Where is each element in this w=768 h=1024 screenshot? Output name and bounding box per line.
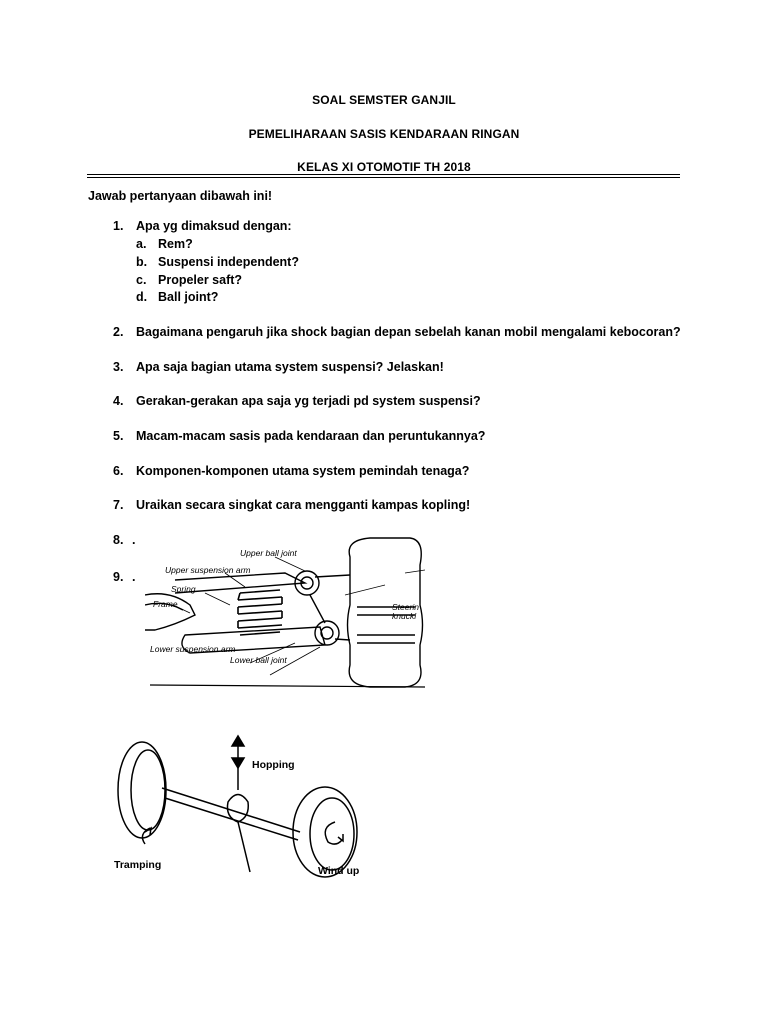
- question-number: 2.: [113, 325, 124, 339]
- suspension-diagram: [145, 535, 425, 690]
- title-line-3: KELAS XI OTOMOTIF TH 2018: [297, 160, 471, 174]
- label-tramping: Tramping: [114, 859, 162, 871]
- question-number: 1.: [113, 219, 124, 233]
- header-rule-top: [87, 174, 680, 175]
- header-rule-bottom: [87, 177, 680, 178]
- question-number: 9.: [113, 570, 124, 584]
- title-line-2: PEMELIHARAAN SASIS KENDARAAN RINGAN: [248, 127, 520, 141]
- subitem-letter: c.: [136, 273, 147, 287]
- label-hopping: Hopping: [252, 759, 295, 771]
- question-number: 3.: [113, 360, 124, 374]
- instruction-text: Jawab pertanyaan dibawah ini!: [88, 189, 273, 203]
- subitem-text: Rem?: [158, 237, 193, 251]
- question-text: Macam-macam sasis pada kendaraan dan peruntukannya?: [136, 429, 486, 443]
- label-steering-knuckle-2: knuckl: [392, 611, 417, 621]
- question-text: .: [132, 570, 136, 584]
- subitem-text: Suspensi independent?: [158, 255, 299, 269]
- question-number: 7.: [113, 498, 124, 512]
- question-text: Bagaimana pengaruh jika shock bagian depan sebelah kanan mobil mengalami kebocoran?: [136, 325, 681, 339]
- question-text: Uraikan secara singkat cara mengganti kampas kopling!: [136, 498, 471, 512]
- subitem-letter: b.: [136, 255, 148, 269]
- label-upper-ball-joint: Upper ball joint: [240, 548, 297, 558]
- label-steering-knuckle-1: Steerin: [392, 602, 419, 612]
- question-number: 8.: [113, 533, 124, 547]
- subitem-text: Ball joint?: [158, 290, 219, 304]
- axle-motion-diagram: [110, 732, 390, 882]
- label-wind-up: Wind up: [318, 865, 360, 877]
- question-text: .: [132, 533, 136, 547]
- label-lower-ball-joint: Lower ball joint: [230, 655, 287, 665]
- label-lower-suspension-arm: Lower suspension arm: [150, 644, 236, 654]
- label-frame: Frame: [153, 599, 178, 609]
- question-number: 4.: [113, 394, 124, 408]
- question-text: Gerakan-gerakan apa saja yg terjadi pd system suspensi?: [136, 394, 481, 408]
- subitem-letter: d.: [136, 290, 148, 304]
- question-text: Komponen-komponen utama system pemindah tenaga?: [136, 464, 470, 478]
- subitem-letter: a.: [136, 237, 147, 251]
- question-number: 5.: [113, 429, 124, 443]
- question-text: Apa saja bagian utama system suspensi? Jelaskan!: [136, 360, 444, 374]
- subitem-text: Propeler saft?: [158, 273, 243, 287]
- label-spring: Spring: [171, 584, 196, 594]
- title-line-1: SOAL SEMSTER GANJIL: [312, 93, 456, 107]
- label-upper-suspension-arm: Upper suspension arm: [165, 565, 251, 575]
- question-text: Apa yg dimaksud dengan:: [136, 219, 292, 233]
- question-number: 6.: [113, 464, 124, 478]
